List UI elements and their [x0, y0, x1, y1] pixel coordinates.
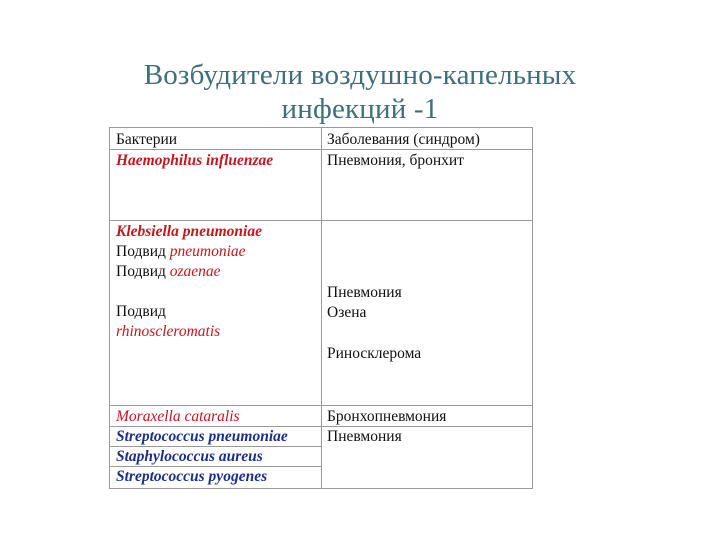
slide-title-line-1: Возбудители воздушно-капельных — [143, 59, 577, 91]
header-disease: Заболевания (синдром) — [327, 131, 480, 148]
klebsiella-subspecies-3-word: Подвид — [116, 303, 166, 320]
subspecies-word: Подвид — [116, 263, 166, 280]
row-divider-klebsiella — [110, 405, 532, 406]
subspecies-word: Подвид — [116, 243, 166, 260]
bacteria-streptococcus-pyogenes: Streptococcus pyogenes — [116, 468, 268, 485]
bacteria-haemophilus: Haemophilus influenzae — [116, 152, 274, 169]
row-divider-haemophilus — [110, 220, 532, 221]
column-divider — [321, 128, 322, 488]
bacteria-klebsiella: Klebsiella pneumoniae — [116, 223, 262, 240]
bacteria-streptococcus-pneumoniae: Streptococcus pneumoniae — [116, 428, 288, 445]
slide-title — [0, 58, 720, 126]
klebsiella-subspecies-2 — [116, 262, 221, 281]
header-bacteria: Бактерии — [116, 131, 178, 148]
row-divider-header — [110, 149, 532, 150]
disease-ozena: Озена — [327, 304, 367, 321]
bacteria-moraxella: Moraxella cataralis — [116, 408, 240, 425]
disease-bronchopneumonia: Бронхопневмония — [327, 408, 447, 425]
bacteria-staphylococcus-aureus: Staphylococcus aureus — [116, 448, 263, 465]
disease-haemophilus: Пневмония, бронхит — [327, 152, 464, 169]
subspecies-name-rhinoscleromatis: rhinoscleromatis — [116, 323, 221, 340]
disease-pneumonia-strep: Пневмония — [327, 428, 402, 445]
subspecies-name-ozaenae: ozaenae — [169, 263, 221, 280]
klebsiella-subspecies-1 — [116, 242, 246, 261]
slide-title-line-2: инфекций -1 — [281, 93, 439, 125]
pathogens-table — [109, 127, 533, 489]
disease-rhinoscleroma: Риносклерома — [327, 345, 422, 362]
subspecies-name-pneumoniae: pneumoniae — [169, 243, 246, 260]
disease-pneumonia: Пневмония — [327, 284, 402, 301]
